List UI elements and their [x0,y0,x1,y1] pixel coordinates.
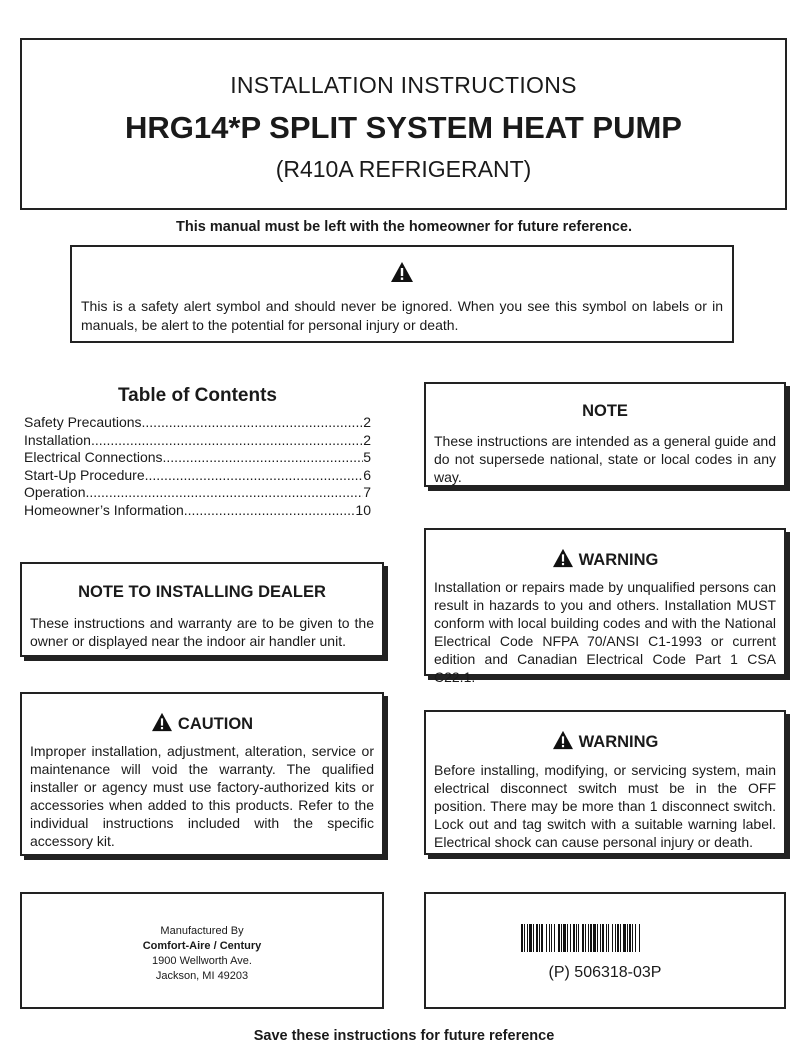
toc-item[interactable] [24,467,371,485]
barcode-icon [521,924,693,952]
warning-box-disconnect [424,710,786,855]
dealer-note-box [20,562,384,657]
warning-triangle-icon [552,548,574,568]
toc-item[interactable] [24,449,371,467]
toc-title: Table of Contents [117,385,278,406]
warning-triangle-icon [552,730,574,750]
safety-alert-text: This is a safety alert symbol and should never be ignored. When you see this symbol on labels or in manuals, be alert to the potential for personal injury or death. [81,298,723,333]
toc-item[interactable] [24,484,371,502]
toc-item-label: Installation [24,431,91,448]
toc-item-label: Safety Precautions [24,414,142,430]
toc-item-label: Electrical Connections [24,449,163,465]
toc-item-page: 10 [355,501,371,518]
toc-item[interactable] [24,414,371,432]
toc-item-label: Homeowner’s Information [24,501,184,518]
part-number: (P) 506318-03P [548,964,662,981]
safety-alert-box [70,245,734,343]
homeowner-note: This manual must be left with the homeowner for future reference. [175,219,632,235]
caution-box [20,692,384,856]
header-box [20,38,787,210]
caution-text: Improper installation, adjustment, alteration, service or maintenance will void the warranty. The qualified installer or agency must use factory-authorized kits or accessories when added to this products. Refer to the individual instructions included with the specific accessory kit. [30,743,374,849]
warning-triangle-icon [151,712,173,732]
table-of-contents [24,385,371,519]
toc-item-page: 2 [363,431,371,448]
toc-item[interactable] [24,502,371,520]
manufactured-by-label: Manufactured By [160,925,244,937]
warning-heading: WARNING [578,733,659,751]
note-box [424,382,786,487]
part-number-box [424,892,786,1009]
manufacturer-box [20,892,384,1009]
toc-item-label: Operation [24,484,86,500]
warning-text: Before installing, modifying, or servicing system, main electrical disconnect switch must be in the OFF position. There may be more than 1 disconnect switch. Lock out and tag switch with a suitable warning label. Electrical shock can cause personal injury or death. [434,762,776,850]
note-text: These instructions are intended as a general guide and do not supersede national, state or local codes in any way. [434,433,776,485]
toc-item-page: 6 [363,466,371,483]
warning-box-installation [424,528,786,685]
manufacturer-city: Jackson, MI 49203 [155,970,249,982]
document-title: HRG14*P SPLIT SYSTEM HEAT PUMP [125,110,682,145]
manufacturer-address: 1900 Wellworth Ave. [152,955,252,967]
toc-item-page: 5 [363,449,371,465]
document-type: INSTALLATION INSTRUCTIONS [230,72,577,98]
warning-heading: WARNING [578,551,659,569]
toc-item-page: 2 [363,414,371,430]
warning-triangle-icon [390,261,414,288]
manufacturer-name: Comfort-Aire / Century [142,940,262,952]
caution-heading: CAUTION [177,715,254,733]
toc-item-page: 7 [363,484,371,500]
footer-note: Save these instructions for future reference [253,1028,555,1044]
toc-item[interactable] [24,432,371,450]
toc-item-label: Start-Up Procedure [24,466,145,483]
dealer-note-text: These instructions and warranty are to be given to the owner or displayed near the indoor air handler unit. [30,615,374,649]
note-heading: NOTE [582,402,628,420]
dealer-note-heading: NOTE TO INSTALLING DEALER [78,583,326,601]
document-subtitle: (R410A REFRIGERANT) [275,156,532,182]
warning-text: Installation or repairs made by unqualified persons can result in hazards to you and others. Installation MUST conform with local building codes and with the National Electrical Code NFPA 70/ANSI C1-1993 or current edition and Canadian Electrical Code Part 1 CSA C22.1. [434,579,776,685]
